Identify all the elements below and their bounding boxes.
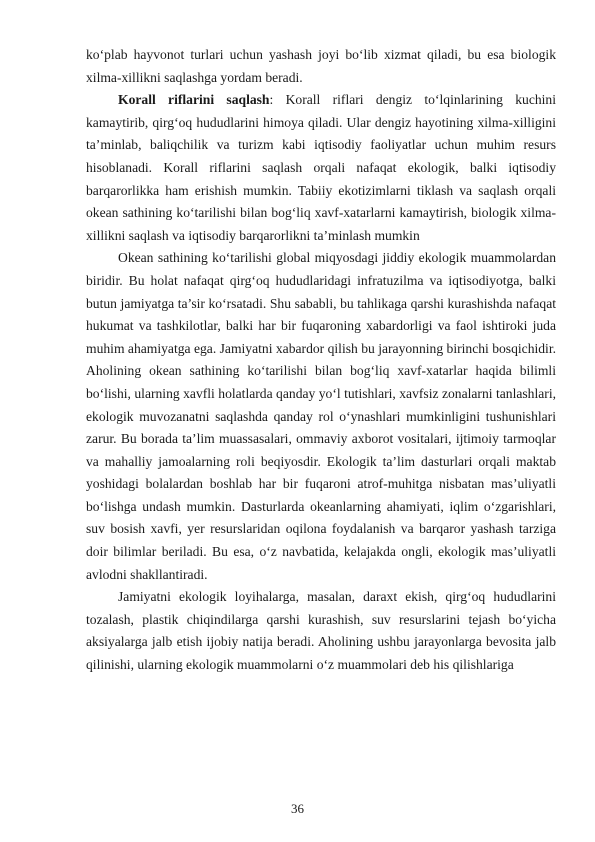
paragraph-text: : Korall riflari dengiz to‘lqinlarining kuchini kamaytirib, qirg‘oq hududlarini himoya qiladi. Ular dengiz hayotining xilma-xilligini ta’minlab, baliqchilik va turizm kabi iqtisodiy faoliyatlar uchun muhim resurs hisoblanadi. Korall riflarini saqlash orqali nafaqat ekologik, balki iqtisodiy barqarorlikka ham erishish mumkin. Tabiiy ekotizimlarni tiklash va saqlash orqali okean sathining ko‘tarilishi bilan bog‘liq xavf-xatarlarni kamaytirish, biologik xilma-xillikni saqlash va iqtisodiy barqarorlikni ta’minlash mumkin: [86, 92, 556, 243]
paragraph-continuation: [86, 44, 556, 89]
page-body: [86, 44, 556, 677]
paragraph-sea-level: [86, 247, 556, 586]
page-number: 36: [291, 801, 304, 816]
paragraph-text: Jamiyatni ekologik loyihalarga, masalan, daraxt ekish, qirg‘oq hududlarini tozalash, plastik chiqindilarga qarshi kurashish, suv resurslarini tejash bo‘yicha aksiyalarga jalb etish ijobiy natija beradi. Aholining ushbu jarayonlarga bevosita jalb qilinishi, ularning ekologik muammolarni o‘z muammolari deb his qilishlariga: [86, 589, 556, 673]
paragraph-heading: Korall riflarini saqlash: [118, 92, 270, 108]
paragraph-coral-reefs: [86, 89, 556, 247]
paragraph-text: Okean sathining ko‘tarilishi global miqyosdagi jiddiy ekologik muammolardan biridir. Bu holat nafaqat qirg‘oq hududlaridagi infratuzilma va iqtisodiyotga, balki butun jamiyatga ta’sir ko‘rsatadi. Shu sababli, bu tahlikaga qarshi kurashishda nafaqat hukumat va tashkilotlar, balki har bir fuqaroning xabardorligi va faol ishtiroki juda muhim ahamiyatga ega. Jamiyatni xabardor qilish bu jarayonning birinchi bosqichidir. Aholining okean sathining ko‘tarilishi bilan bog‘liq xavf-xatarlar haqida bilimli bo‘lishi, ularning xavfli holatlarda qanday yo‘l tutishlari, xavfsiz zonalarni tanlashlari, ekologik muvozanatni saqlashda qanday rol o‘ynashlari mumkinligini tushunishlari zarur. Bu borada ta’lim muassasalari, ommaviy axborot vositalari, ijtimoiy tarmoqlar va mahalliy jamoalarning roli beqiyosdir. Ekologik ta’lim dasturlari orqali maktab yoshidagi bolalardan boshlab har bir fuqaroni atrof-muhitga nisbatan mas’uliyatli bo‘lishga undash mumkin. Dasturlarda okeanlarning ahamiyati, iqlim o‘zgarishlari, suv bosish xavfi, yer resurslaridan oqilona foydalanish va barqaror yashash tarziga doir bilimlar beriladi. Bu esa, o‘z navbatida, kelajakda ongli, ekologik mas’uliyatli avlodni shakllantiradi.: [86, 250, 557, 582]
paragraph-community: [86, 586, 556, 676]
paragraph-text: ko‘plab hayvonot turlari uchun yashash joyi bo‘lib xizmat qiladi, bu esa biologik xilma-xillikni saqlashga yordam beradi.: [86, 47, 556, 85]
